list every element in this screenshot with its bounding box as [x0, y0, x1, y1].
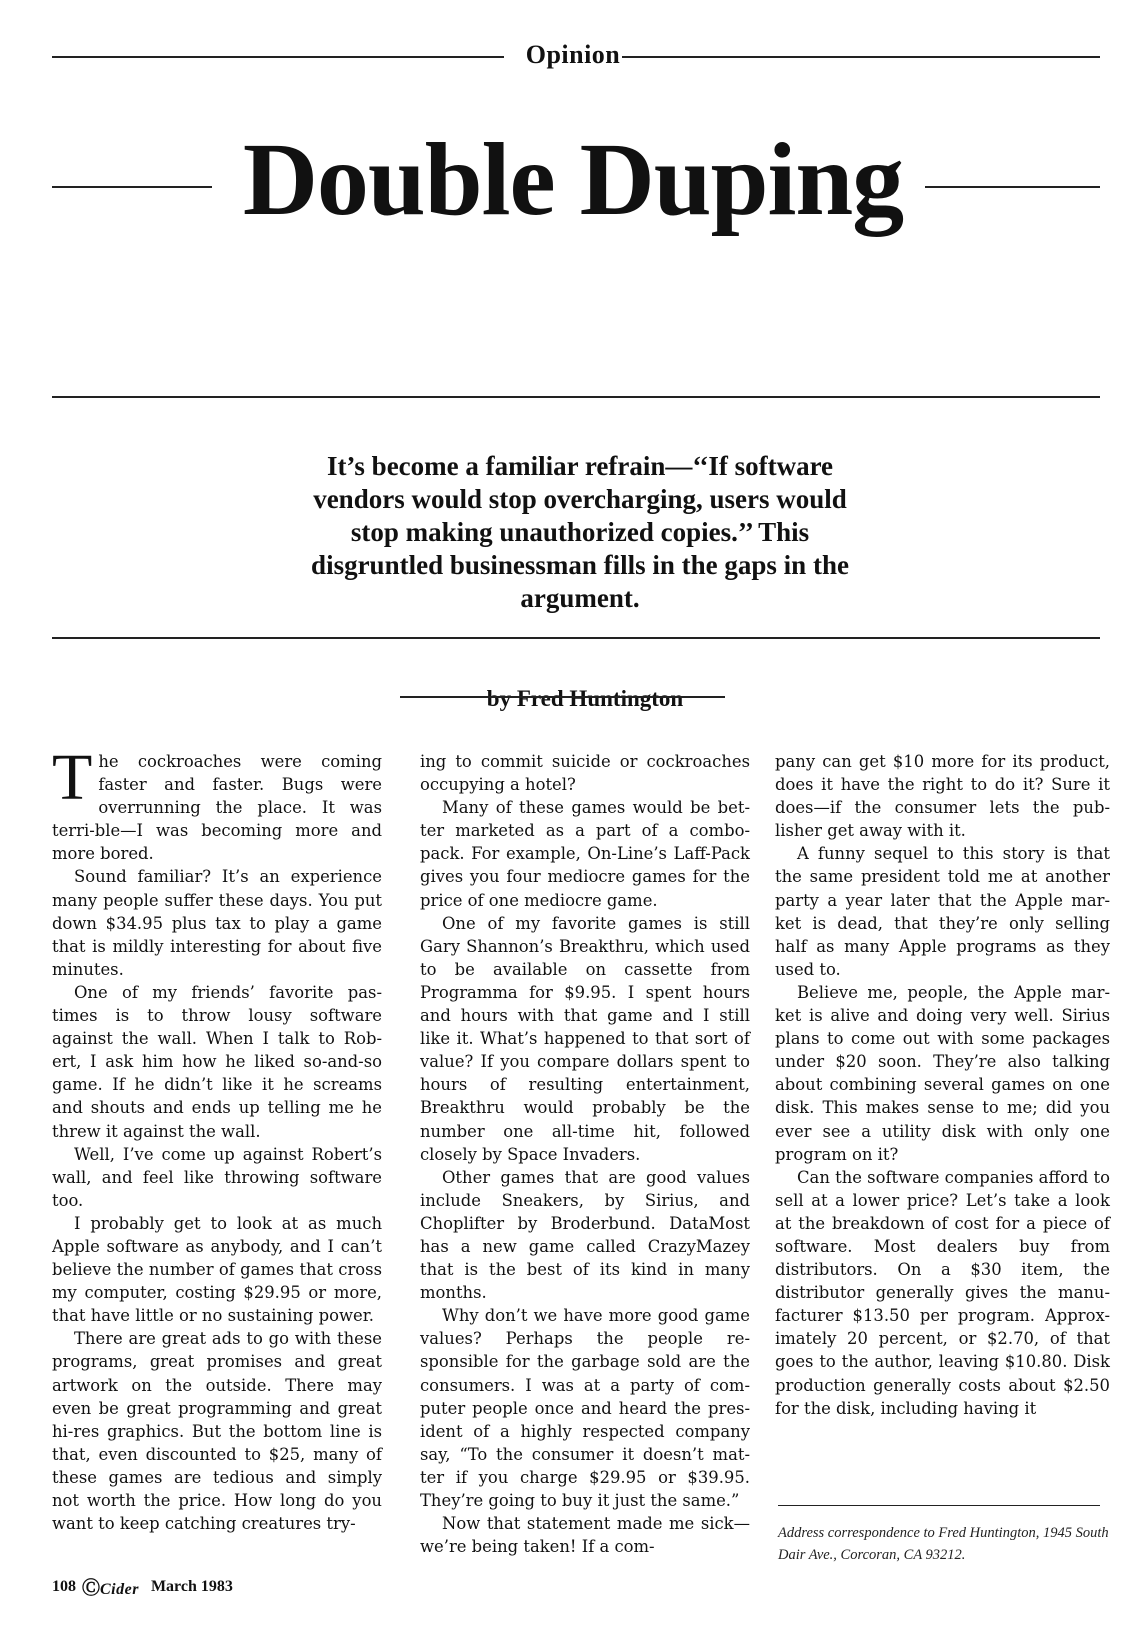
paragraph: One of my friends’ favorite pas-times is to throw lousy software against the wall. When I talk to Rob-ert, I ask him how he liked so-and-so game. If he didn’t like it he screams and shouts and ends up telling me he threw it against the wall. — [52, 982, 382, 1141]
paragraph: Believe me, people, the Apple mar-ket is alive and doing very well. Sirius plans to come out with some packages under $20 soon. They’re also talking about combining several games on one disk. This makes sense to me; did you ever see a utility disk with only one program on it? — [775, 982, 1110, 1164]
paragraph: Why don’t we have more good game values? Perhaps the people re-sponsible for the garbage sold are the consumers. I was at a party of com-puter people once and heard the pres-ident of a highly respected company say, “To the consumer it doesn’t mat-ter if you charge $29.95 or $39.95. They’re going to buy it just the same.” — [420, 1306, 750, 1510]
paragraph: ing to commit suicide or cockroaches occupying a hotel? — [420, 752, 750, 795]
byline: by Fred Huntington — [486, 686, 684, 711]
magazine-logo: ⒸCider — [82, 1578, 139, 1598]
paragraph: Can the software companies afford to sell at a lower price? Let’s take a look at the breakdown of cost for a piece of software. Most dealers buy from distributors. On a $30 item, the distributor generally gives the manu-facturer $13.50 per program. Approx-imately 20 percent, or $2.70, of that goes to the author, leaving $10.80. Disk production generally costs about $2.50 for the disk, including having it — [775, 1167, 1110, 1418]
footnote-rule — [778, 1505, 1100, 1506]
author-address-note: Address correspondence to Fred Huntington, 1945 South Dair Ave., Corcoran, CA 93212. — [778, 1525, 1109, 1563]
deck-bottom-rule — [52, 637, 1100, 639]
page-number: 108 — [52, 1578, 76, 1595]
article-column-1 — [52, 741, 382, 1535]
paragraph: The cockroaches were coming faster and faster. Bugs were overrunning the place. It was terri-ble—I was becoming more and more bored. — [52, 741, 382, 864]
paragraph: I probably get to look at as much Apple software as anybody, and I can’t believe the number of games that cross my computer, costing $29.95 or more, that have little or no sustaining power. — [52, 1213, 382, 1326]
paragraph: There are great ads to go with these programs, great promises and great artwork on the outside. There may even be great programming and great hi-res graphics. But the bottom line is that, even discounted to $25, many of these games are tedious and simply not worth the price. How long do you want to keep catching creatures try- — [52, 1329, 382, 1534]
issue-date: March 1983 — [150, 1578, 233, 1595]
page-folio — [52, 1574, 233, 1600]
deck-top-rule — [52, 396, 1100, 398]
article-title: Double Duping — [0, 128, 1146, 232]
paragraph: One of my favorite games is still Gary Shannon’s Breakthru, which used to be available on cassette from Programma for $9.95. I spent hours and hours with that game and I still like it. What’s happened to that sort of value? If you compare dollars spent to hours of resulting entertainment, Breakthru would probably be the number one all-time hit, followed closely by Space Invaders. — [420, 913, 750, 1164]
apple-logo-icon: Ⓒ — [82, 1578, 100, 1598]
paragraph: Now that statement made me sick—we’re being taken! If a com- — [420, 1514, 750, 1557]
article-deck: It’s become a familiar refrain—‘‘If software vendors would stop overcharging, users would stop making unauthorized copies.’’ This disgruntled businessman fills in the gaps in the argument. — [311, 451, 849, 613]
drop-cap: T — [52, 741, 93, 814]
paragraph: Other games that are good values include Sneakers, by Sirius, and Choplifter by Broderbund. DataMost has a new game called CrazyMazey that is the best of its kind in many months. — [420, 1167, 750, 1303]
byline-rule — [400, 696, 725, 698]
section-label: Opinion — [525, 40, 621, 69]
paragraph: pany can get $10 more for its product, does it have the right to do it? Sure it does—if the consumer lets the pub-lisher get away with it. — [775, 752, 1110, 841]
paragraph: Well, I’ve come up against Robert’s wall, and feel like throwing software too. — [52, 1144, 382, 1210]
paragraph: Sound familiar? It’s an experience many people suffer these days. You put down $34.95 plus tax to play a game that is mildly interesting for about five minutes. — [52, 867, 382, 979]
paragraph: A funny sequel to this story is that the same president told me at another party a year later that the Apple mar-ket is dead, that they’re only selling half as many Apple programs as they used to. — [775, 844, 1110, 979]
article-column-3 — [775, 750, 1110, 1420]
article-column-2 — [420, 750, 750, 1558]
paragraph: Many of these games would be bet-ter marketed as a part of a combo-pack. For example, On-Line’s Laff-Pack gives you four mediocre games for the price of one mediocre game. — [420, 798, 750, 910]
